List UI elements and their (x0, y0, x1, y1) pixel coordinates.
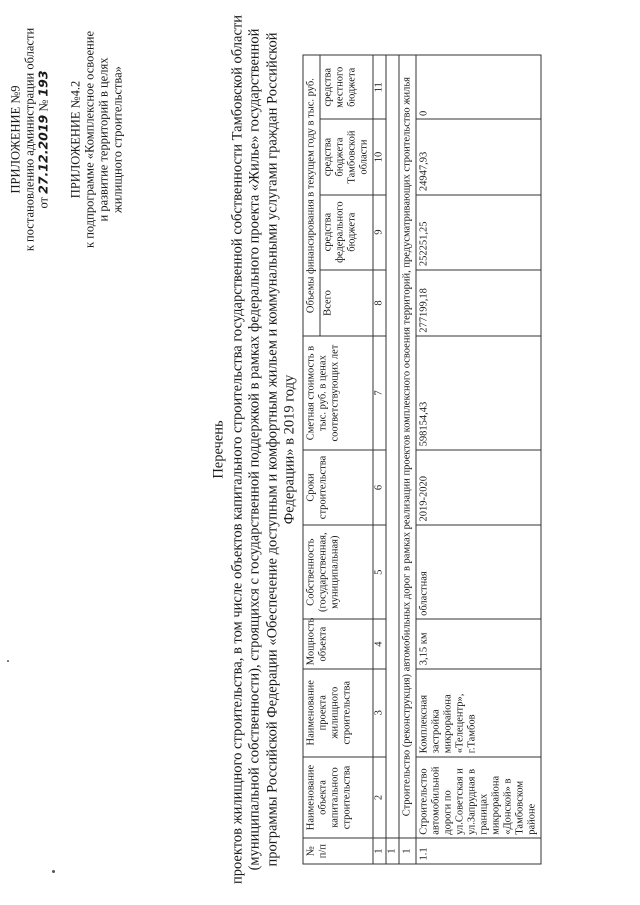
date-prefix: от (36, 196, 51, 209)
header-total: Всего (320, 270, 373, 337)
cell-capacity: 3,15 км (416, 619, 541, 668)
column-number: 6 (373, 450, 386, 525)
column-number: 8 (373, 270, 386, 337)
column-number: 10 (373, 119, 386, 194)
cell-project-name: Комплексная застройка микрорайона «Телецентр», г.Тамбов (416, 669, 541, 757)
document-heading (211, 15, 300, 885)
table-row (416, 55, 541, 864)
cell-local: 0 (416, 55, 541, 119)
handwritten-date: 27.12.2019 (35, 114, 51, 194)
section-row (399, 55, 416, 864)
header-capacity: Мощность объекта (303, 619, 373, 668)
appendix-4-2-block (69, 15, 125, 265)
cell-ownership: областная (416, 525, 541, 619)
table-header-row (303, 55, 320, 864)
blank-row-cell (386, 55, 399, 838)
cell-num: 1.1 (416, 838, 541, 864)
cell-period: 2019-2020 (416, 450, 541, 525)
document-heading-body: проектов жилищного строительства, в том числе объектов капитального строительства государственной собственности Тамбовской области (муниципальной собственности), строящихся с государственной поддержкой в рамках федерального проекта «Жилье» государственной программы Российской Федерации «Обеспечение доступным и комфортным жильем и коммунальными услугами граждан Российской Федерации» в 2019 году (229, 15, 298, 884)
number-prefix: № (36, 99, 51, 112)
appendix-4-2-title: ПРИЛОЖЕНИЕ №4.2 (68, 80, 83, 199)
header-period: Сроки строительства (303, 450, 373, 525)
header-regional: средства бюджета Тамбовской области (320, 119, 373, 194)
appendix-4-2-line: к подпрограмме «Комплексное освоение (82, 31, 97, 248)
section-num: 1 (399, 838, 416, 864)
column-number: 11 (373, 55, 386, 119)
cell-cost: 598154,43 (416, 336, 541, 450)
appendix-9-subtitle: к постановлению администрации области (22, 27, 37, 252)
column-number: 1 (373, 838, 386, 864)
blank-row (386, 55, 399, 864)
appendix-4-2-line: и развитие территорий в целях (96, 57, 111, 222)
column-number: 4 (373, 619, 386, 668)
header-ownership: Собственность (государственная, муниципальная) (303, 525, 373, 619)
cell-object-name: Строительство автомобильной дороги по ул.Советская и ул.Запрудная в границах микрорайона «Донской» в Тамбовском районе (416, 757, 541, 839)
cell-regional: 24947,93 (416, 119, 541, 194)
objects-table (303, 55, 542, 865)
appendix-9-title: ПРИЛОЖЕНИЕ №9 (8, 85, 23, 194)
column-number-row (373, 55, 386, 864)
cell-federal: 252251,25 (416, 195, 541, 270)
header-num: № п/п (303, 838, 373, 864)
document-title: Перечень (210, 420, 227, 479)
blank-row-num: 1 (386, 838, 399, 864)
rotated-document-sheet (1, 0, 640, 905)
header-project-name: Наименование проекта жилищного строительства (303, 669, 373, 757)
column-number: 7 (373, 336, 386, 450)
header-funding-group: Объемы финансирования в текущем году в тыс. руб. (303, 55, 320, 336)
cell-total: 277199,18 (416, 270, 541, 337)
handwritten-number: 193 (35, 70, 51, 97)
column-number: 3 (373, 669, 386, 757)
column-number: 9 (373, 195, 386, 270)
header-cost: Сметная стоимость в тыс. руб. в ценах соответствующих лет (303, 336, 373, 450)
column-number: 2 (373, 757, 386, 839)
appendix-9-block (9, 15, 51, 265)
appendix-9-date-line (37, 15, 51, 265)
appendix-4-2-line: жилищного строительства» (110, 66, 125, 213)
header-federal: средства федерального бюджета (320, 195, 373, 270)
section-title: Строительство (реконструкция) автомобильных дорог в рамках реализации проектов комплексного освоения территорий, предусматривающих строительство жилья (399, 55, 416, 838)
header-object-name: Наименование объекта капитального строительства (303, 757, 373, 839)
column-number: 5 (373, 525, 386, 619)
header-local: средства местного бюджета (320, 55, 373, 119)
